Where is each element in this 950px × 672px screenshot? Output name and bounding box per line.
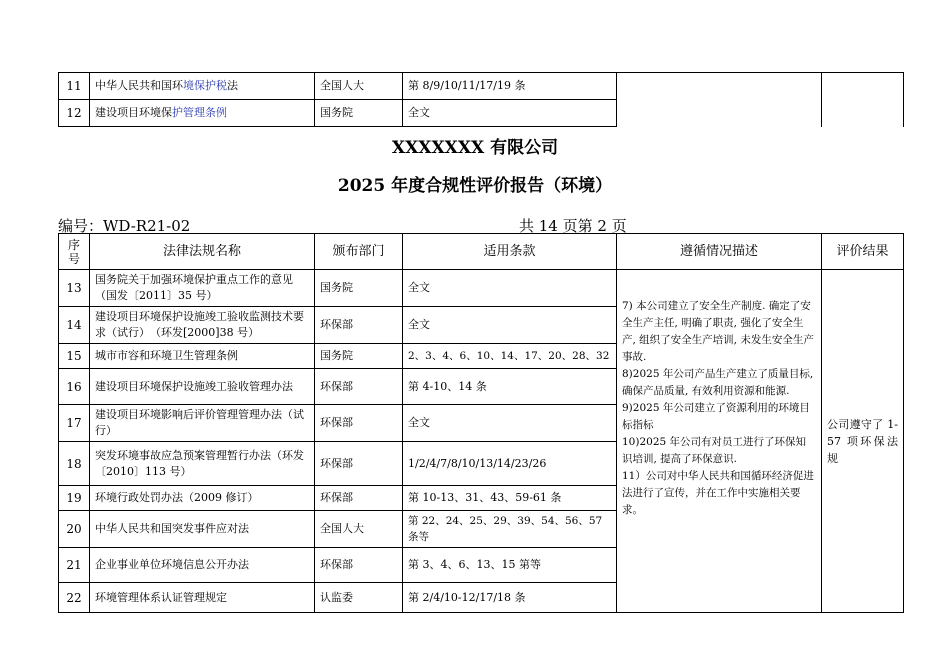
issuing-department: 环保部: [315, 442, 403, 486]
law-name: 环境行政处罚办法（2009 修订）: [90, 486, 315, 511]
issuing-department: 环保部: [315, 405, 403, 442]
result-cell: [822, 100, 904, 127]
page-info: 共 14 页第 2 页: [519, 217, 627, 235]
header-no: 序 号: [59, 234, 90, 270]
law-name: 城市市容和环境卫生管理条例: [90, 344, 315, 369]
header-department: 颁布部门: [315, 234, 403, 270]
description-line: 8)2025 年公司产品生产建立了质量目标, 确保产品质量, 有效利用资源和能源.: [622, 368, 814, 397]
issuing-department: 环保部: [315, 548, 403, 583]
applicable-clause: 第 8/9/10/11/17/19 条: [403, 73, 617, 100]
law-name: 建设项目环境保护设施竣工验收监测技术要求（试行） （环发[2000]38 号）: [90, 307, 315, 344]
description-line: 7) 本公司建立了安全生产制度. 确定了安全生产主任, 明确了职责, 强化了安全生产, 组织了安全生产培训, 未发生安全生产事故.: [622, 300, 814, 363]
row-number: 22: [59, 583, 90, 613]
law-name: 国务院关于加强环境保护重点工作的意见（国发〔2011〕35 号）: [90, 270, 315, 307]
law-name: 中华人民共和国突发事件应对法: [90, 511, 315, 548]
applicable-clause: 2、3、4、6、10、14、17、20、28、32: [403, 344, 617, 369]
applicable-clause: 全文: [403, 405, 617, 442]
applicable-clause: 第 3、4、6、13、15 第等: [403, 548, 617, 583]
issuing-department: 认监委: [315, 583, 403, 613]
table-row: [59, 73, 904, 100]
applicable-clause: 第 22、24、25、29、39、54、56、57 条等: [403, 511, 617, 548]
law-name: 突发环境事故应急预案管理暂行办法（环发〔2010〕113 号）: [90, 442, 315, 486]
row-number: 19: [59, 486, 90, 511]
description-text: [622, 298, 816, 519]
applicable-clause: 第 2/4/10-12/17/18 条: [403, 583, 617, 613]
issuing-department: 国务院: [315, 100, 403, 127]
report-title: 2025 年度合规性评价报告（环境）: [337, 176, 613, 196]
row-number: 12: [59, 100, 90, 127]
law-name: 建设项目环境影响后评价管理管理办法（试行）: [90, 405, 315, 442]
issuing-department: 全国人大: [315, 511, 403, 548]
header-row: [59, 234, 904, 270]
row-number: 20: [59, 511, 90, 548]
issuing-department: 环保部: [315, 307, 403, 344]
row-number: 18: [59, 442, 90, 486]
row-number: 16: [59, 369, 90, 405]
header-clause: 适用条款: [403, 234, 617, 270]
row-number: 21: [59, 548, 90, 583]
law-name: 建设项目环境保护管理条例: [90, 100, 315, 127]
compliance-description: [617, 270, 822, 613]
header-result: 评价结果: [822, 234, 904, 270]
row-number: 17: [59, 405, 90, 442]
law-name: 中华人民共和国环境保护税法: [90, 73, 315, 100]
header-law-name: 法律法规名称: [90, 234, 315, 270]
header-description: 遵循情况描述: [617, 234, 822, 270]
issuing-department: 国务院: [315, 344, 403, 369]
table-row: [59, 100, 904, 127]
description-line: 11）公司对中华人民共和国循环经济促进法进行了宣传，并在工作中实施相关要求。: [622, 470, 814, 516]
applicable-clause: 全文: [403, 100, 617, 127]
issuing-department: 全国人大: [315, 73, 403, 100]
row-number: 13: [59, 270, 90, 307]
description-line: 9)2025 年公司建立了资源利用的环境目标指标: [622, 402, 810, 431]
law-name: 环境管理体系认证管理规定: [90, 583, 315, 613]
description-cell: [617, 73, 822, 100]
evaluation-result: 公司遵守了 1-57 项环保法规: [822, 270, 904, 613]
applicable-clause: 全文: [403, 270, 617, 307]
document-code: 编号：WD-R21-02: [58, 217, 191, 235]
issuing-department: 环保部: [315, 369, 403, 405]
row-number: 11: [59, 73, 90, 100]
row-number: 14: [59, 307, 90, 344]
issuing-department: 国务院: [315, 270, 403, 307]
description-cell: [617, 100, 822, 127]
applicable-clause: 第 10-13、31、43、59-61 条: [403, 486, 617, 511]
applicable-clause: 第 4-10、14 条: [403, 369, 617, 405]
company-name: XXXXXXX 有限公司: [391, 138, 559, 158]
table-row: [59, 270, 904, 307]
row-number: 15: [59, 344, 90, 369]
law-name: 企业事业单位环境信息公开办法: [90, 548, 315, 583]
result-cell: [822, 73, 904, 100]
issuing-department: 环保部: [315, 486, 403, 511]
compliance-table: [58, 233, 904, 613]
applicable-clause: 1/2/4/7/8/10/13/14/23/26: [403, 442, 617, 486]
previous-page-table: [58, 72, 904, 127]
description-line: 10)2025 年公司有对员工进行了环保知识培训, 提高了环保意识.: [622, 436, 807, 465]
applicable-clause: 全文: [403, 307, 617, 344]
law-name: 建设项目环境保护设施竣工验收管理办法: [90, 369, 315, 405]
